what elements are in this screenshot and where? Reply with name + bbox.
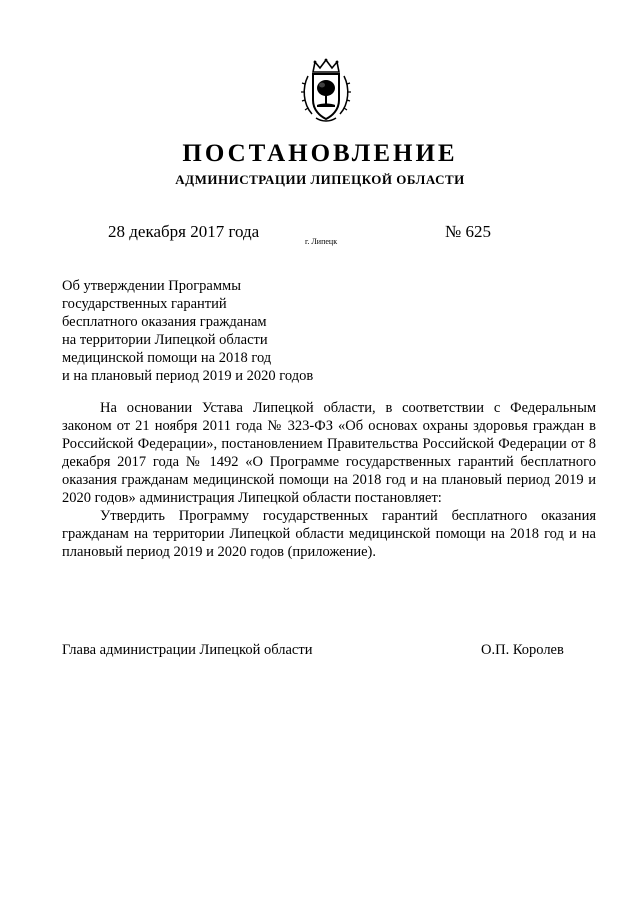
subject-line: на территории Липецкой области: [62, 332, 268, 348]
subject-line: и на плановый период 2019 и 2020 годов: [62, 368, 314, 384]
document-title: ПОСТАНОВЛЕНИЕ: [182, 140, 458, 167]
subject-line: медицинской помощи на 2018 год: [62, 350, 272, 366]
document-subtitle: АДМИНИСТРАЦИИ ЛИПЕЦКОЙ ОБЛАСТИ: [175, 172, 465, 187]
subject-line: Об утверждении Программы: [62, 278, 241, 294]
body-paragraph: На основании Устава Липецкой области, в соответствии с Федеральным законом от 21 ноября 2011 года № 323-ФЗ «Об основах охраны здоровья граждан в Российской Федерации», постановлением Правительства Российской Федерации от 8 декабря 2017 года № 1492 «О Программе государственных гарантий бесплатного оказания гражданам медицинской помощи на 2018 год и на плановый период 2019 и 2020 годов» администрация Липецкой области постановляет:: [62, 400, 596, 506]
document-date: 28 декабря 2017 года: [108, 222, 260, 241]
document-number: № 625: [445, 222, 491, 241]
coat-of-arms-icon: [300, 58, 352, 124]
signature-name: О.П. Королев: [481, 642, 564, 658]
document-body: [62, 399, 596, 561]
document-subject: [62, 277, 382, 385]
signature-position: Глава администрации Липецкой области: [62, 642, 313, 658]
subject-line: бесплатного оказания гражданам: [62, 314, 267, 330]
subject-line: государственных гарантий: [62, 296, 227, 312]
document-city: г. Липецк: [305, 237, 338, 246]
body-paragraph: Утвердить Программу государственных гарантий бесплатного оказания гражданам на территории Липецкой области медицинской помощи на 2018 год и на плановый период 2019 и 2020 годов (приложение).: [62, 508, 596, 560]
